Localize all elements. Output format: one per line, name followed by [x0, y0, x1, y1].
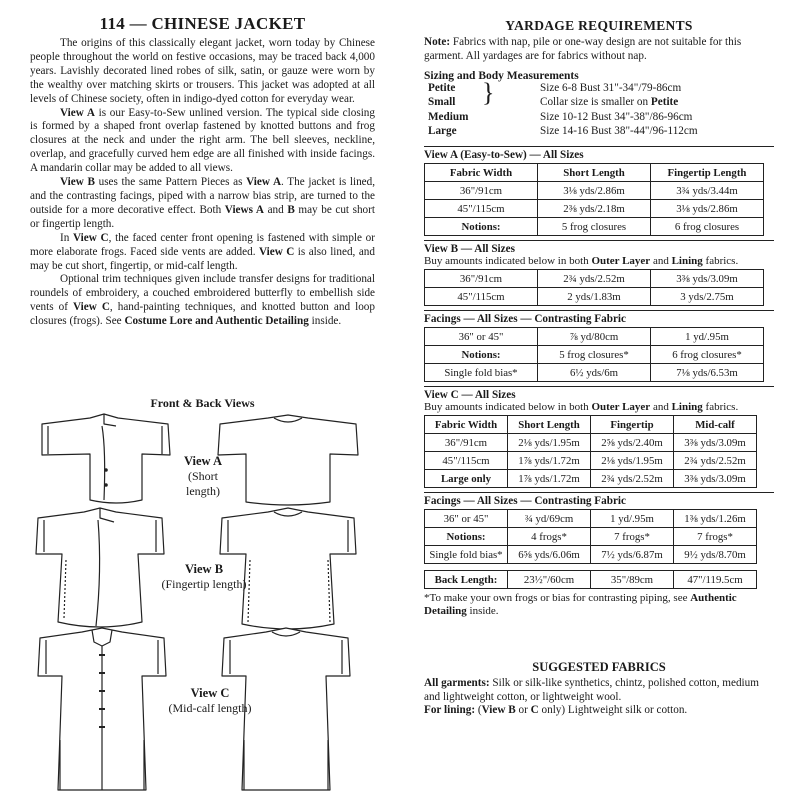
- footnote: [424, 592, 774, 618]
- table-cell: 6 frog closures: [651, 218, 764, 236]
- view-b-section-title: View B — All Sizes: [424, 240, 774, 255]
- table-row: [425, 200, 764, 218]
- buy-b2: Lining: [671, 401, 703, 413]
- view-a-text: is our Easy-to-Sew unlined version. The typical side closing is formed by a shaped front overlap fastened by knotted buttons and frog closures at the neck and under the right arm. The bell sleeves, neckline, overlap, and gracefully curved hem edge are all finished with inside facings. A mandarin collar may be added to all views.: [30, 106, 375, 175]
- view-a-length: (Short length): [186, 469, 220, 498]
- table-cell: ¾ yd/69cm: [508, 510, 591, 528]
- view-b-paragraph: [30, 176, 375, 232]
- table-row: [425, 270, 764, 288]
- table-row: [425, 452, 757, 470]
- table-row: [425, 571, 757, 589]
- size-desc: [540, 96, 678, 108]
- table-cell: Notions:: [425, 528, 508, 546]
- pattern-title: 114 — CHINESE JACKET: [99, 14, 306, 33]
- buy-end: fabrics.: [702, 255, 739, 267]
- lining-label: For lining:: [424, 704, 476, 717]
- table-header: Short Length: [538, 164, 651, 182]
- table-cell: 2⅜ yds/2.18m: [538, 200, 651, 218]
- view-b-length: (Fingertip length): [161, 577, 247, 591]
- table-cell: 7 frogs*: [591, 528, 674, 546]
- view-b-text: . The jacket is lined, and the contrasting facings, piped with a narrow bias strip, are turned to the outside for a more decorative effect. Both: [30, 176, 376, 216]
- table-cell: 1 yd/.95m: [591, 510, 674, 528]
- view-b-label: [158, 562, 250, 592]
- view-c-ref: View C: [258, 245, 295, 258]
- view-c-pre: In: [60, 231, 74, 244]
- table-cell: 23½"/60cm: [508, 571, 591, 589]
- table-header: Short Length: [508, 416, 591, 434]
- suggested-fabrics: [424, 677, 774, 718]
- sizes-list: [424, 78, 774, 142]
- table-cell: 7⅛ yds/6.53m: [651, 364, 764, 382]
- table-cell: 36"/91cm: [425, 182, 538, 200]
- lining-text: only) Lightweight silk or cotton.: [538, 704, 688, 717]
- view-b-ref3: B: [287, 203, 295, 216]
- right-column: [424, 18, 774, 718]
- size-name: Medium: [428, 111, 469, 123]
- view-b-mid: uses the same Pattern Pieces as: [94, 176, 247, 189]
- table-row: [425, 470, 757, 488]
- view-b-ref: View A: [246, 176, 282, 189]
- size-desc: Size 6-8 Bust 31"-34"/79-86cm: [540, 82, 682, 94]
- view-b-buy-note: [424, 255, 774, 267]
- table-cell: 5 frog closures*: [538, 346, 651, 364]
- table-row: [425, 528, 757, 546]
- buy-pre: Buy amounts indicated below in both: [424, 401, 592, 413]
- suggested-fabrics-title: SUGGESTED FABRICS: [532, 660, 666, 674]
- table-cell: 2¾ yds/2.52m: [674, 452, 757, 470]
- view-c-section-title: View C — All Sizes: [424, 386, 774, 401]
- back-length-table: [424, 570, 757, 589]
- table-row: [425, 328, 764, 346]
- table-row: [425, 434, 757, 452]
- table-cell: 1⅞ yds/1.72m: [508, 452, 591, 470]
- table-cell: 3¾ yds/3.44m: [651, 182, 764, 200]
- trim-end: inside.: [308, 315, 342, 328]
- left-column: [30, 14, 375, 329]
- view-a-label: [170, 454, 236, 499]
- lining-b1: View B: [481, 704, 516, 717]
- front-back-title: Front & Back Views: [150, 396, 255, 410]
- table-cell: 2⅛ yds/1.95m: [591, 452, 674, 470]
- view-c-label: [158, 686, 262, 716]
- table-cell: 3 yds/2.75m: [651, 288, 764, 306]
- facings-c-table: [424, 509, 757, 564]
- intro-paragraph: The origins of this classically elegant jacket, worn today by Chinese people throughout the world on festive occasions, may be traced back 4,000 years. Lavishly decorated lined robes of silk, satin, or gauze were worn by the wealthy over matching skirts or trousers. This jacket was adopted at all levels of Chinese society, often in indigo-dyed cotton for everyday wear.: [30, 37, 375, 105]
- table-cell: 4 frogs*: [508, 528, 591, 546]
- table-cell: 1 yd/.95m: [651, 328, 764, 346]
- footnote-bold: Authentic Detailing: [424, 592, 737, 617]
- sizes-title: Sizing and Body Measurements: [424, 70, 579, 82]
- view-c-paragraph: [30, 232, 375, 274]
- view-c-table: [424, 415, 757, 488]
- note-text: Fabrics with nap, pile or one-way design are not suitable for this garment. All yardages are for fabrics without nap.: [424, 36, 742, 62]
- table-cell: 3⅛ yds/2.86m: [651, 200, 764, 218]
- table-cell: Back Length:: [425, 571, 508, 589]
- view-a-section-title: View A (Easy-to-Sew) — All Sizes: [424, 146, 774, 161]
- table-cell: Large only: [425, 470, 508, 488]
- yardage-title: YARDAGE REQUIREMENTS: [505, 18, 693, 33]
- table-row: [425, 510, 757, 528]
- view-c-lead: View C: [73, 231, 109, 244]
- facings-b-table: [424, 327, 764, 382]
- table-cell: ⅞ yd/80cm: [538, 328, 651, 346]
- view-a-lead: View A: [60, 106, 95, 119]
- view-a-paragraph: [30, 107, 375, 177]
- view-c-end: is also lined, and may be cut short, fingertip, or mid-calf length.: [30, 245, 375, 272]
- footnote-pre: *To make your own frogs or bias for contrasting piping, see: [424, 592, 691, 604]
- table-row: [425, 288, 764, 306]
- buy-end: fabrics.: [702, 401, 739, 413]
- table-header-row: [425, 416, 757, 434]
- table-cell: 6⅝ yds/6.06m: [508, 546, 591, 564]
- table-cell: 47"/119.5cm: [674, 571, 757, 589]
- table-cell: Notions:: [425, 346, 538, 364]
- view-b-lead: View B: [60, 176, 95, 189]
- size-desc: Size 10-12 Bust 34"-38"/86-96cm: [540, 111, 693, 123]
- lining-pre: (: [475, 704, 482, 717]
- table-cell: 36" or 45": [425, 328, 538, 346]
- table-cell: 1⅜ yds/1.26m: [674, 510, 757, 528]
- table-cell: 2¾ yds/2.52m: [591, 470, 674, 488]
- size-name: Petite: [428, 82, 456, 94]
- view-a-back-drawing: [218, 415, 358, 505]
- table-header: Fabric Width: [425, 416, 508, 434]
- trim-text: Optional trim techniques given include transfer designs for traditional roundels of embroidery, a couched embroidered butterfly to embellish side vents of: [30, 273, 375, 314]
- view-a-table: [424, 163, 764, 236]
- buy-b1: Outer Layer: [591, 255, 651, 267]
- table-cell: 36"/91cm: [425, 434, 508, 452]
- table-cell: 36" or 45": [425, 510, 508, 528]
- table-row: [425, 182, 764, 200]
- trim-mid: , hand-painting techniques, and knotted button and loop closures (frogs). See: [30, 301, 375, 328]
- view-a-name: View A: [183, 454, 223, 468]
- table-cell: 35"/89cm: [591, 571, 674, 589]
- view-b-ref2: Views A: [224, 203, 264, 216]
- view-c-text: , the faced center front opening is fastened with simple or more elaborate frogs. Faced side vents are added.: [30, 231, 376, 258]
- table-cell: 3⅛ yds/2.86m: [538, 182, 651, 200]
- table-cell: 3⅜ yds/3.09m: [674, 470, 757, 488]
- buy-pre: Buy amounts indicated below in both: [424, 255, 592, 267]
- all-garments-label: All garments:: [424, 677, 490, 689]
- footnote-end: inside.: [466, 605, 499, 617]
- lining-b2: C: [530, 704, 539, 717]
- size-name: Large: [428, 125, 457, 137]
- table-cell: 6 frog closures*: [651, 346, 764, 364]
- table-cell: 7½ yds/6.87m: [591, 546, 674, 564]
- table-row: [425, 218, 764, 236]
- table-cell: 2⅝ yds/2.40m: [591, 434, 674, 452]
- table-cell: 2¾ yds/2.52m: [538, 270, 651, 288]
- trim-paragraph: [30, 273, 375, 329]
- facings-c-section-title: Facings — All Sizes — Contrasting Fabric: [424, 492, 774, 507]
- buy-b2: Lining: [671, 255, 703, 267]
- table-cell: Single fold bias*: [425, 546, 508, 564]
- yardage-note: [424, 36, 774, 63]
- table-cell: 5 frog closures: [538, 218, 651, 236]
- table-cell: 9½ yds/8.70m: [674, 546, 757, 564]
- lining-or: or: [515, 704, 531, 717]
- table-cell: Single fold bias*: [425, 364, 538, 382]
- note-label: Note:: [424, 36, 451, 48]
- table-cell: 3⅜ yds/3.09m: [674, 434, 757, 452]
- table-cell: 3⅜ yds/3.09m: [651, 270, 764, 288]
- buy-mid: and: [650, 401, 672, 413]
- view-a-front-drawing: [42, 414, 170, 503]
- view-c-length: (Mid-calf length): [168, 701, 252, 715]
- table-header: Mid-calf: [674, 416, 757, 434]
- table-header: Fingertip: [591, 416, 674, 434]
- table-cell: 45"/115cm: [425, 288, 538, 306]
- table-row: [425, 546, 757, 564]
- view-b-name: View B: [184, 562, 224, 576]
- trim-ref: View C: [72, 301, 110, 314]
- table-cell: 2 yds/1.83m: [538, 288, 651, 306]
- table-header: Fabric Width: [425, 164, 538, 182]
- table-cell: 7 frogs*: [674, 528, 757, 546]
- view-b-front-drawing: [36, 508, 164, 627]
- table-cell: 45"/115cm: [425, 452, 508, 470]
- garment-drawings: [30, 410, 385, 800]
- size-desc-bold: Petite: [650, 96, 679, 108]
- size-brace-icon: }: [482, 78, 495, 107]
- buy-mid: and: [650, 255, 672, 267]
- table-cell: 2⅛ yds/1.95m: [508, 434, 591, 452]
- view-c-name: View C: [190, 686, 230, 700]
- table-cell: 6½ yds/6m: [538, 364, 651, 382]
- table-cell: 36"/91cm: [425, 270, 538, 288]
- view-b-and: and: [264, 203, 288, 216]
- all-garments-text: Silk or silk-like synthetics, chintz, polished cotton, medium and lightweight cotton, or lightweight wool.: [424, 677, 759, 703]
- size-desc-text: Collar size is smaller on: [540, 96, 651, 108]
- view-c-front-drawing: [38, 628, 166, 790]
- table-cell: 1⅞ yds/1.72m: [508, 470, 591, 488]
- buy-b1: Outer Layer: [591, 401, 651, 413]
- facings-b-section-title: Facings — All Sizes — Contrasting Fabric: [424, 310, 774, 325]
- size-desc: Size 14-16 Bust 38"-44"/96-112cm: [540, 125, 698, 137]
- trim-ref2: Costume Lore and Authentic Detailing: [124, 315, 309, 328]
- table-cell: Notions:: [425, 218, 538, 236]
- view-c-buy-note: [424, 401, 774, 413]
- size-name: Small: [428, 96, 456, 108]
- view-b-table: [424, 269, 764, 306]
- table-row: [425, 346, 764, 364]
- table-header: Fingertip Length: [651, 164, 764, 182]
- table-cell: 45"/115cm: [425, 200, 538, 218]
- view-b-end: may be cut short or fingertip length.: [30, 203, 375, 230]
- table-row: [425, 364, 764, 382]
- table-header-row: [425, 164, 764, 182]
